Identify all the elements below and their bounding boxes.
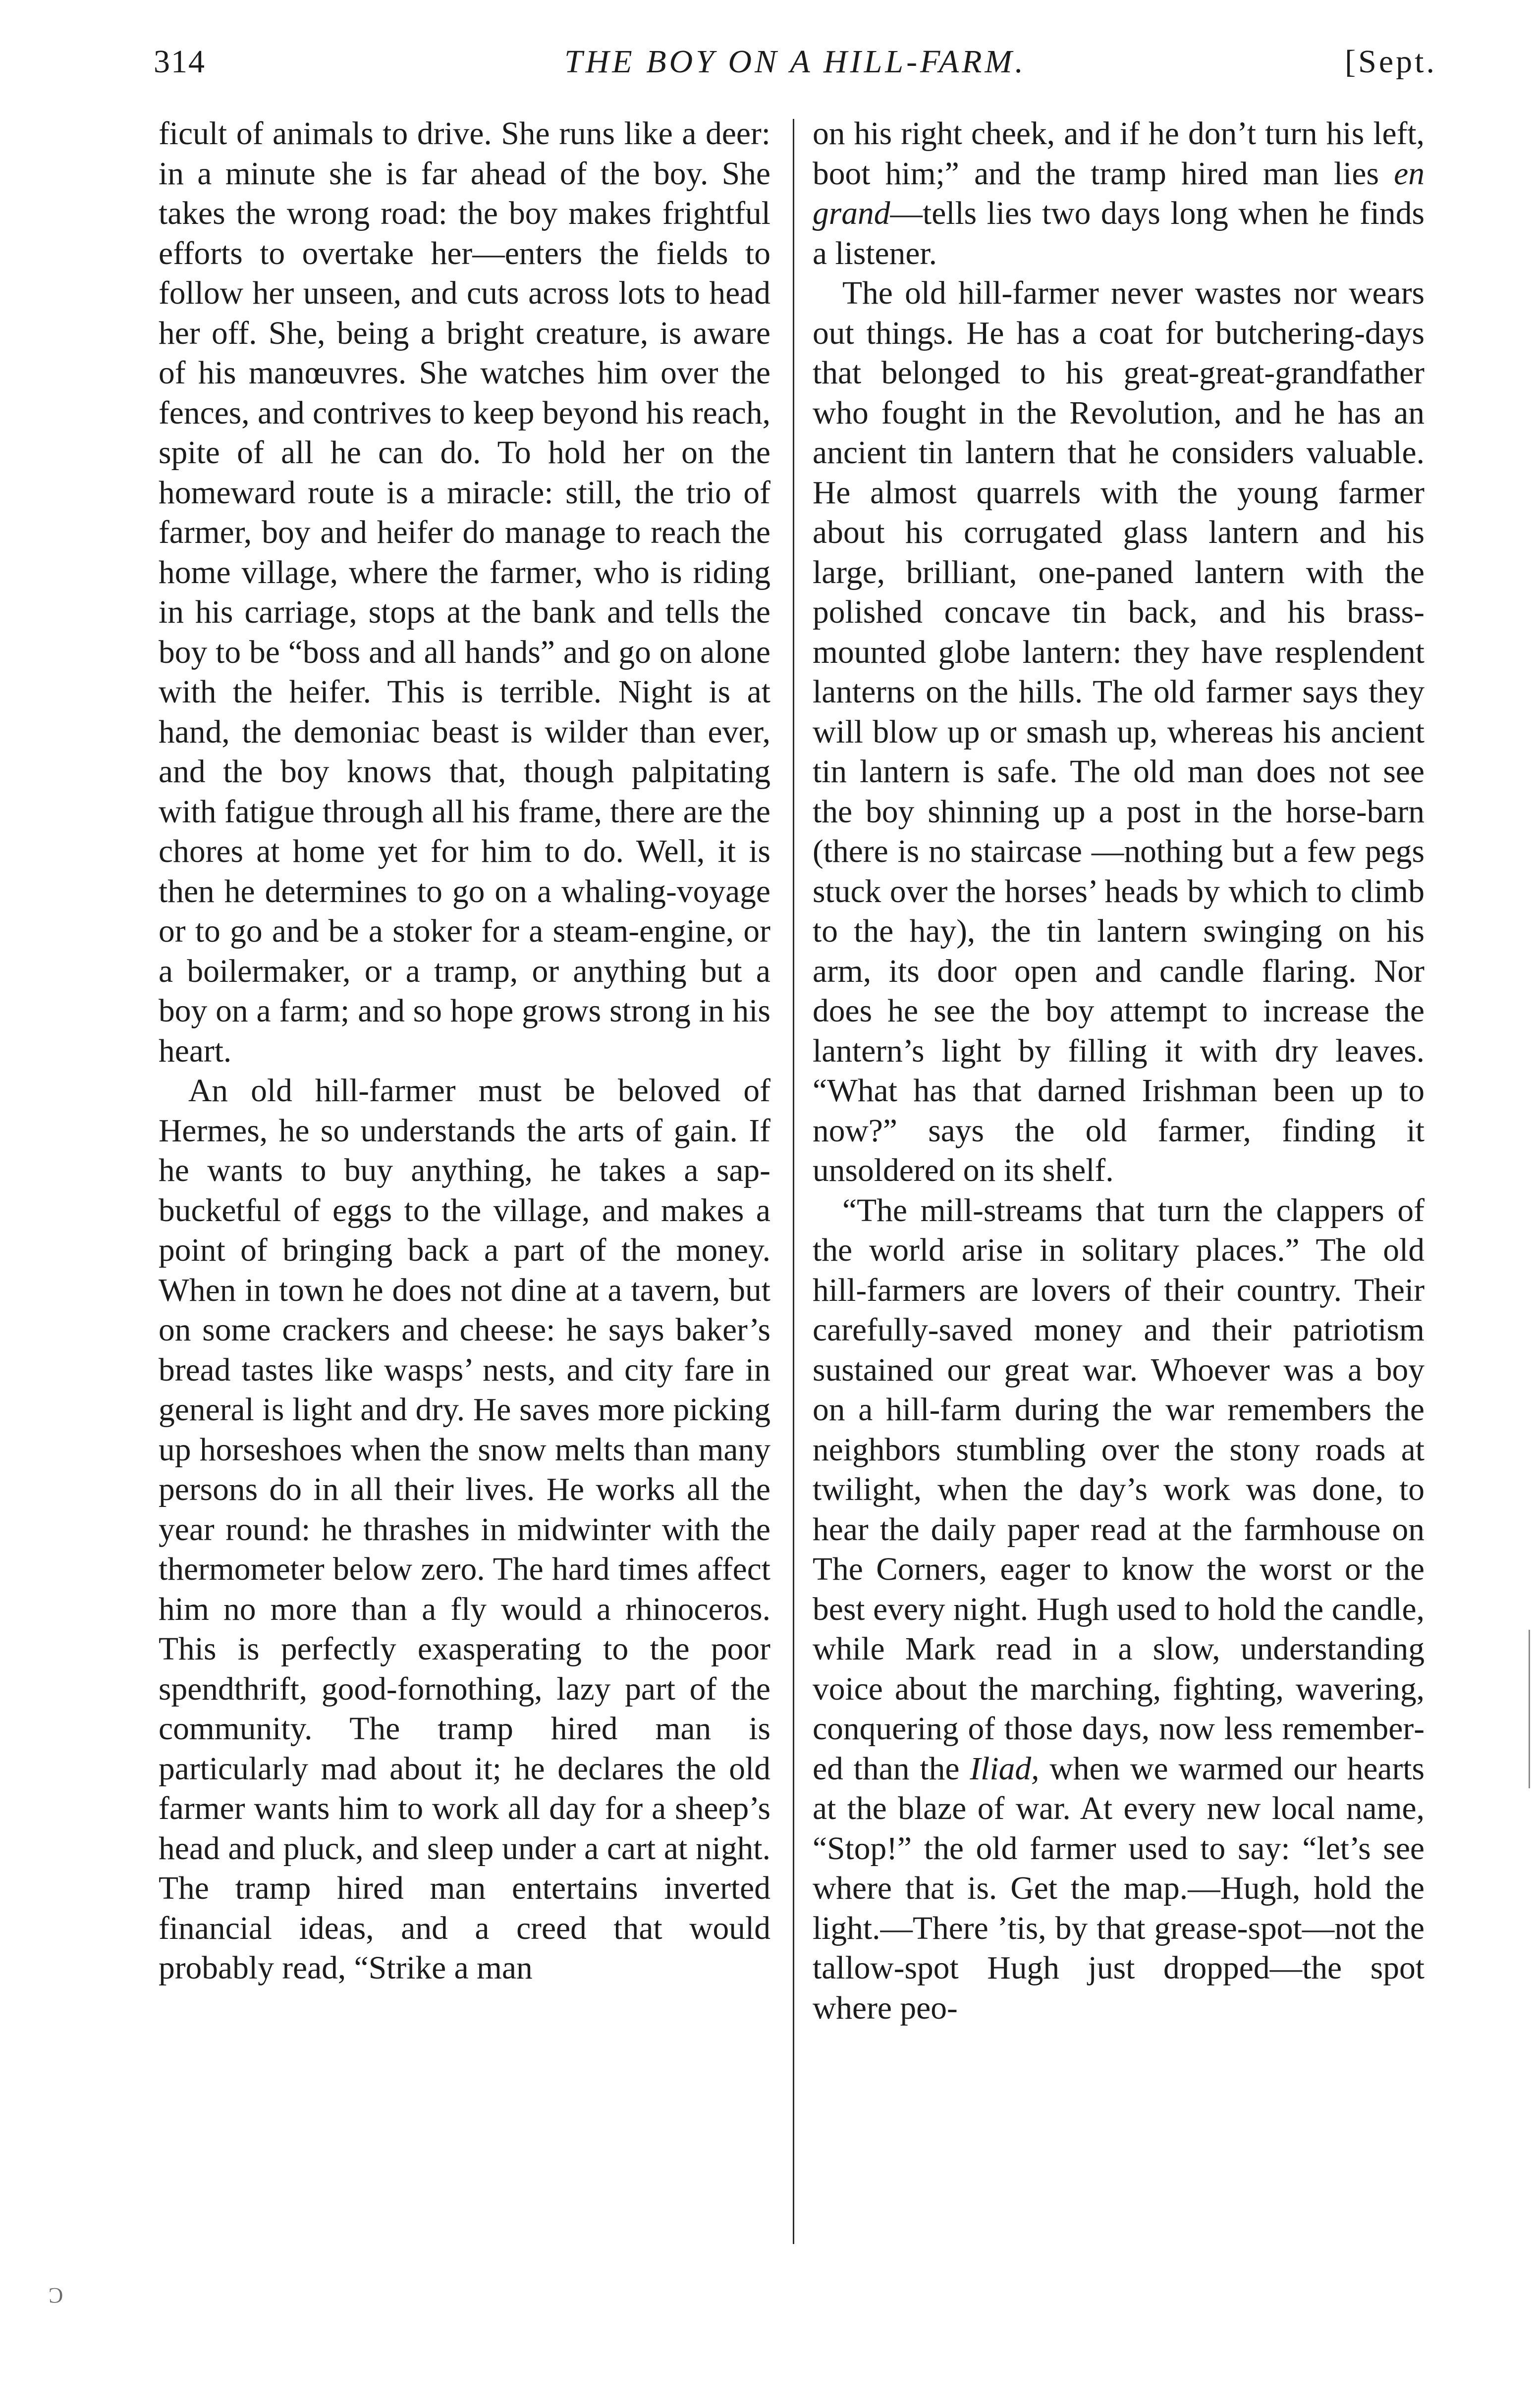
column-divider [793,119,794,2244]
right-p1-text-start: on his right cheek, and if he don’t turn his left, boot him;” and the tramp hired man lies [813,116,1425,192]
italic-phrase-en-grand: en grand [813,156,1425,231]
right-paragraph-1 [813,114,1425,273]
page-header [154,35,1437,89]
right-p3-text-end: when we warmed our hearts at the blaze of war. At every new local name, “Stop!” the old farmer used to say: “let’s see where that is. Get the map.—Hugh, hold the light.—There ’tis, by that grease-spot—not the tallow-spot Hugh just dropped—the spot where peo- [813,1751,1425,2026]
left-column [159,114,770,1988]
left-paragraph-1: ficult of animals to drive. She runs like a deer: in a minute she is far ahead of the boy. She takes the wrong road: the boy makes frightful efforts to overtake her—enters the fields to follow her unseen, and cuts across lots to head her off. She, being a bright creature, is aware of his manœuvres. She watches him over the fences, and contrives to keep beyond his reach, spite of all he can do. To hold her on the homeward route is a miracle: still, the trio of farmer, boy and heifer do manage to reach the home village, where the farmer, who is riding in his carriage, stops at the bank and tells the boy to be “boss and all hands” and go on alone with the heifer. This is terrible. Night is at hand, the demoniac beast is wilder than ever, and the boy knows that, though palpitating with fatigue through all his frame, there are the chores at home yet for him to do. Well, it is then he determines to go on a whaling-voyage or to go and be a stoker for a steam-engine, or a boilermaker, or a tramp, or anything but a boy on a farm; and so hope grows strong in his heart. [159,116,770,1069]
right-p1-text-end: —tells lies two days long when he finds a listener. [813,196,1425,271]
right-paragraph-2: The old hill-farmer never wastes nor wears out things. He has a coat for butchering-days that belonged to his great-great-grandfather who fought in the Revolution, and he has an ancient tin lantern that he considers valuable. He almost quarrels with the young farmer about his corrugated glass lantern and his large, brilliant, one-paned lantern with the polished concave tin back, and his brass-mounted globe lantern: they have resplendent lanterns on the hills. The old farmer says they will blow up or smash up, whereas his ancient tin lantern is safe. The old man does not see the boy shinning up a post in the horse-barn (there is no staircase —nothing but a few pegs stuck over the horses’ heads by which to climb to the hay), the tin lantern swinging on his arm, its door open and candle flaring. Nor does he see the boy attempt to increase the lantern’s light by filling it with dry leaves. “What has that darned Irishman been up to now?” says the old farmer, finding it unsoldered on its shelf. [813,275,1425,1188]
issue-month: [Sept. [1345,44,1437,80]
scan-edge-mark [1529,1630,1530,1788]
right-paragraph-3 [813,1191,1425,2029]
right-p3-text-start: “The mill-streams that turn the clappers of the world arise in solitary places.” The old hill-farmers are lovers of their country. Their carefully-saved money and their patriotism sustained our great war. Whoever was a boy on a hill-farm during the war remembers the neighbors stumbling over the stony roads at twilight, when the day’s work was done, to hear the daily paper read at the farmhouse on The Corners, eager to know the worst or the best every night. Hugh used to hold the candle, while Mark read in a slow, understanding voice about the marching, fighting, wavering, conquering of those days, now less remembered than the [813,1192,1425,1787]
running-title: THE BOY ON A HILL-FARM. [564,44,1026,80]
left-paragraph-2: An old hill-farmer must be beloved of Hermes, he so understands the arts of gain. If he wants to buy anything, he takes a sap-bucketful of eggs to the village, and makes a point of bringing back a part of the money. When in town he does not dine at a tavern, but on some crackers and cheese: he says baker’s bread tastes like wasps’ nests, and city fare in general is light and dry. He saves more picking up horseshoes when the snow melts than many persons do in all their lives. He works all the year round: he thrashes in midwinter with the thermometer below zero. The hard times affect him no more than a fly would a rhinoceros. This is perfectly exasperating to the poor spendthrift, good-fornothing, lazy part of the community. The tramp hired man is particularly mad about it; he declares the old farmer wants him to work all day for a sheep’s head and pluck, and sleep under a cart at night. The tramp hired man entertains inverted financial ideas, and a creed that would probably read, “Strike a man [159,1073,770,1986]
margin-mark: Ɔ [49,2283,63,2307]
page-number: 314 [154,44,206,80]
italic-title-iliad: Iliad, [970,1751,1040,1787]
right-column [813,114,1425,2028]
